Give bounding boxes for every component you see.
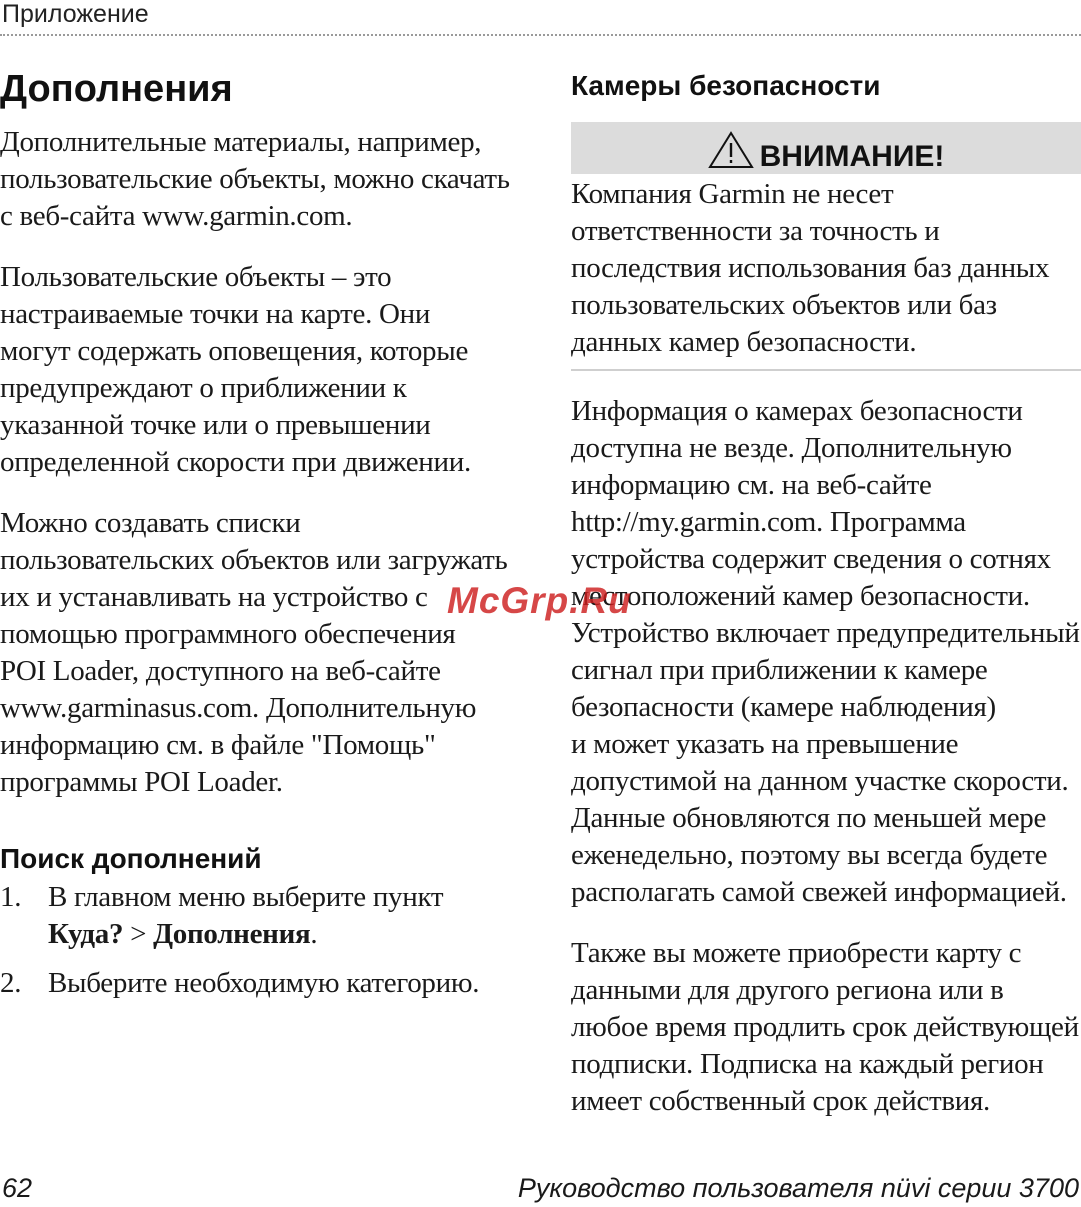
- text-line: помощью программного обеспечения: [0, 618, 456, 650]
- text-line: имеет собственный срок действия.: [571, 1085, 990, 1117]
- path-separator: >: [123, 918, 154, 950]
- text-line: местоположений камер безопасности.: [571, 580, 1030, 612]
- page-header: [0, 0, 1081, 36]
- text-line: информацию см. на веб-сайте: [571, 469, 932, 501]
- text-line: пользовательские объекты, можно скачать: [0, 163, 510, 195]
- text-line: POI Loader, доступного на веб-сайте: [0, 655, 441, 687]
- text-line: данных камер безопасности.: [571, 326, 917, 358]
- paragraph-subscription: [571, 935, 1081, 1120]
- text-line: Устройство включает предупредительный: [571, 617, 1080, 649]
- text-line: настраиваемые точки на карте. Они: [0, 298, 431, 330]
- footer-title: Руководство пользователя nüvi серии 3700: [517, 1173, 1079, 1203]
- paragraph-poi-loader: [0, 505, 530, 801]
- section-heading-extras: Дополнения: [0, 68, 233, 110]
- text-line: www.garminasus.com. Дополнительную: [0, 692, 477, 724]
- text-line: Компания Garmin не несет: [571, 178, 894, 210]
- text-line: Дополнительные материалы, например,: [0, 126, 482, 158]
- text-line: В главном меню выберите пункт: [48, 881, 444, 913]
- text-line: Выберите необходимую категорию.: [48, 967, 480, 999]
- menu-item-where-to: Куда?: [48, 918, 124, 950]
- text-line: с веб-сайта www.garmin.com.: [0, 200, 353, 232]
- text-line: их и устанавливать на устройство с: [0, 581, 428, 613]
- left-column: [0, 64, 530, 1002]
- text-line: и может указать на превышение: [571, 728, 959, 760]
- text-line: предупреждают о приближении к: [0, 372, 407, 404]
- step-2: [0, 965, 530, 1002]
- menu-path: [48, 916, 530, 953]
- page-number: 62: [2, 1173, 33, 1203]
- step-number: 2.: [0, 967, 22, 999]
- text-line: располагать самой свежей информацией.: [571, 876, 1067, 908]
- text-line: подписки. Подписка на каждый регион: [571, 1048, 1044, 1080]
- warning-divider: [571, 369, 1081, 371]
- text-line: еженедельно, поэтому вы всегда будете: [571, 839, 1048, 871]
- right-column: [571, 64, 1081, 1144]
- warning-bar: [571, 122, 1081, 174]
- text-line: сигнал при приближении к камере: [571, 654, 988, 686]
- step-number: 1.: [0, 881, 22, 913]
- warning-header: [571, 131, 1081, 175]
- warning-text: [571, 176, 1081, 361]
- paragraph-camera-info: [571, 393, 1081, 911]
- warning-triangle-icon: [708, 131, 754, 169]
- step-1: [0, 879, 530, 953]
- text-line: безопасности (камере наблюдения): [571, 691, 996, 723]
- text-line: последствия использования баз данных: [571, 252, 1050, 284]
- text-line: программы POI Loader.: [0, 766, 283, 798]
- period: .: [310, 918, 318, 950]
- text-line: могут содержать оповещения, которые: [0, 335, 469, 367]
- text-line: информацию см. в файле "Помощь": [0, 729, 436, 761]
- text-line: указанной точке или о превышении: [0, 409, 431, 441]
- text-line: пользовательских объектов или баз: [571, 289, 997, 321]
- text-line: Пользовательские объекты – это: [0, 261, 392, 293]
- text-line: http://my.garmin.com. Программа: [571, 506, 966, 538]
- text-line: Данные обновляются по меньшей мере: [571, 802, 1047, 834]
- section-heading-safety-cameras: Камеры безопасности: [571, 70, 881, 101]
- text-line: доступна не везде. Дополнительную: [571, 432, 1012, 464]
- text-line: допустимой на данном участке скорости.: [571, 765, 1069, 797]
- warning-label: ВНИМАНИЕ!: [759, 140, 945, 173]
- text-line: Также вы можете приобрести карту с: [571, 937, 1022, 969]
- menu-item-extras: Дополнения: [153, 918, 311, 950]
- text-line: пользовательских объектов или загружать: [0, 544, 508, 576]
- paragraph-extras-intro: [0, 124, 530, 235]
- text-line: определенной скорости при движении.: [0, 446, 471, 478]
- watermark: McGrp.Ru: [447, 580, 632, 621]
- header-title: Приложение: [2, 0, 149, 28]
- subheading-find-extras: Поиск дополнений: [0, 843, 262, 874]
- text-line: Информация о камерах безопасности: [571, 395, 1023, 427]
- text-line: любое время продлить срок действующей: [571, 1011, 1079, 1043]
- paragraph-custom-poi: [0, 259, 530, 481]
- text-line: данными для другого региона или в: [571, 974, 1004, 1006]
- text-line: устройства содержит сведения о сотнях: [571, 543, 1051, 575]
- text-line: ответственности за точность и: [571, 215, 940, 247]
- text-line: Можно создавать списки: [0, 507, 301, 539]
